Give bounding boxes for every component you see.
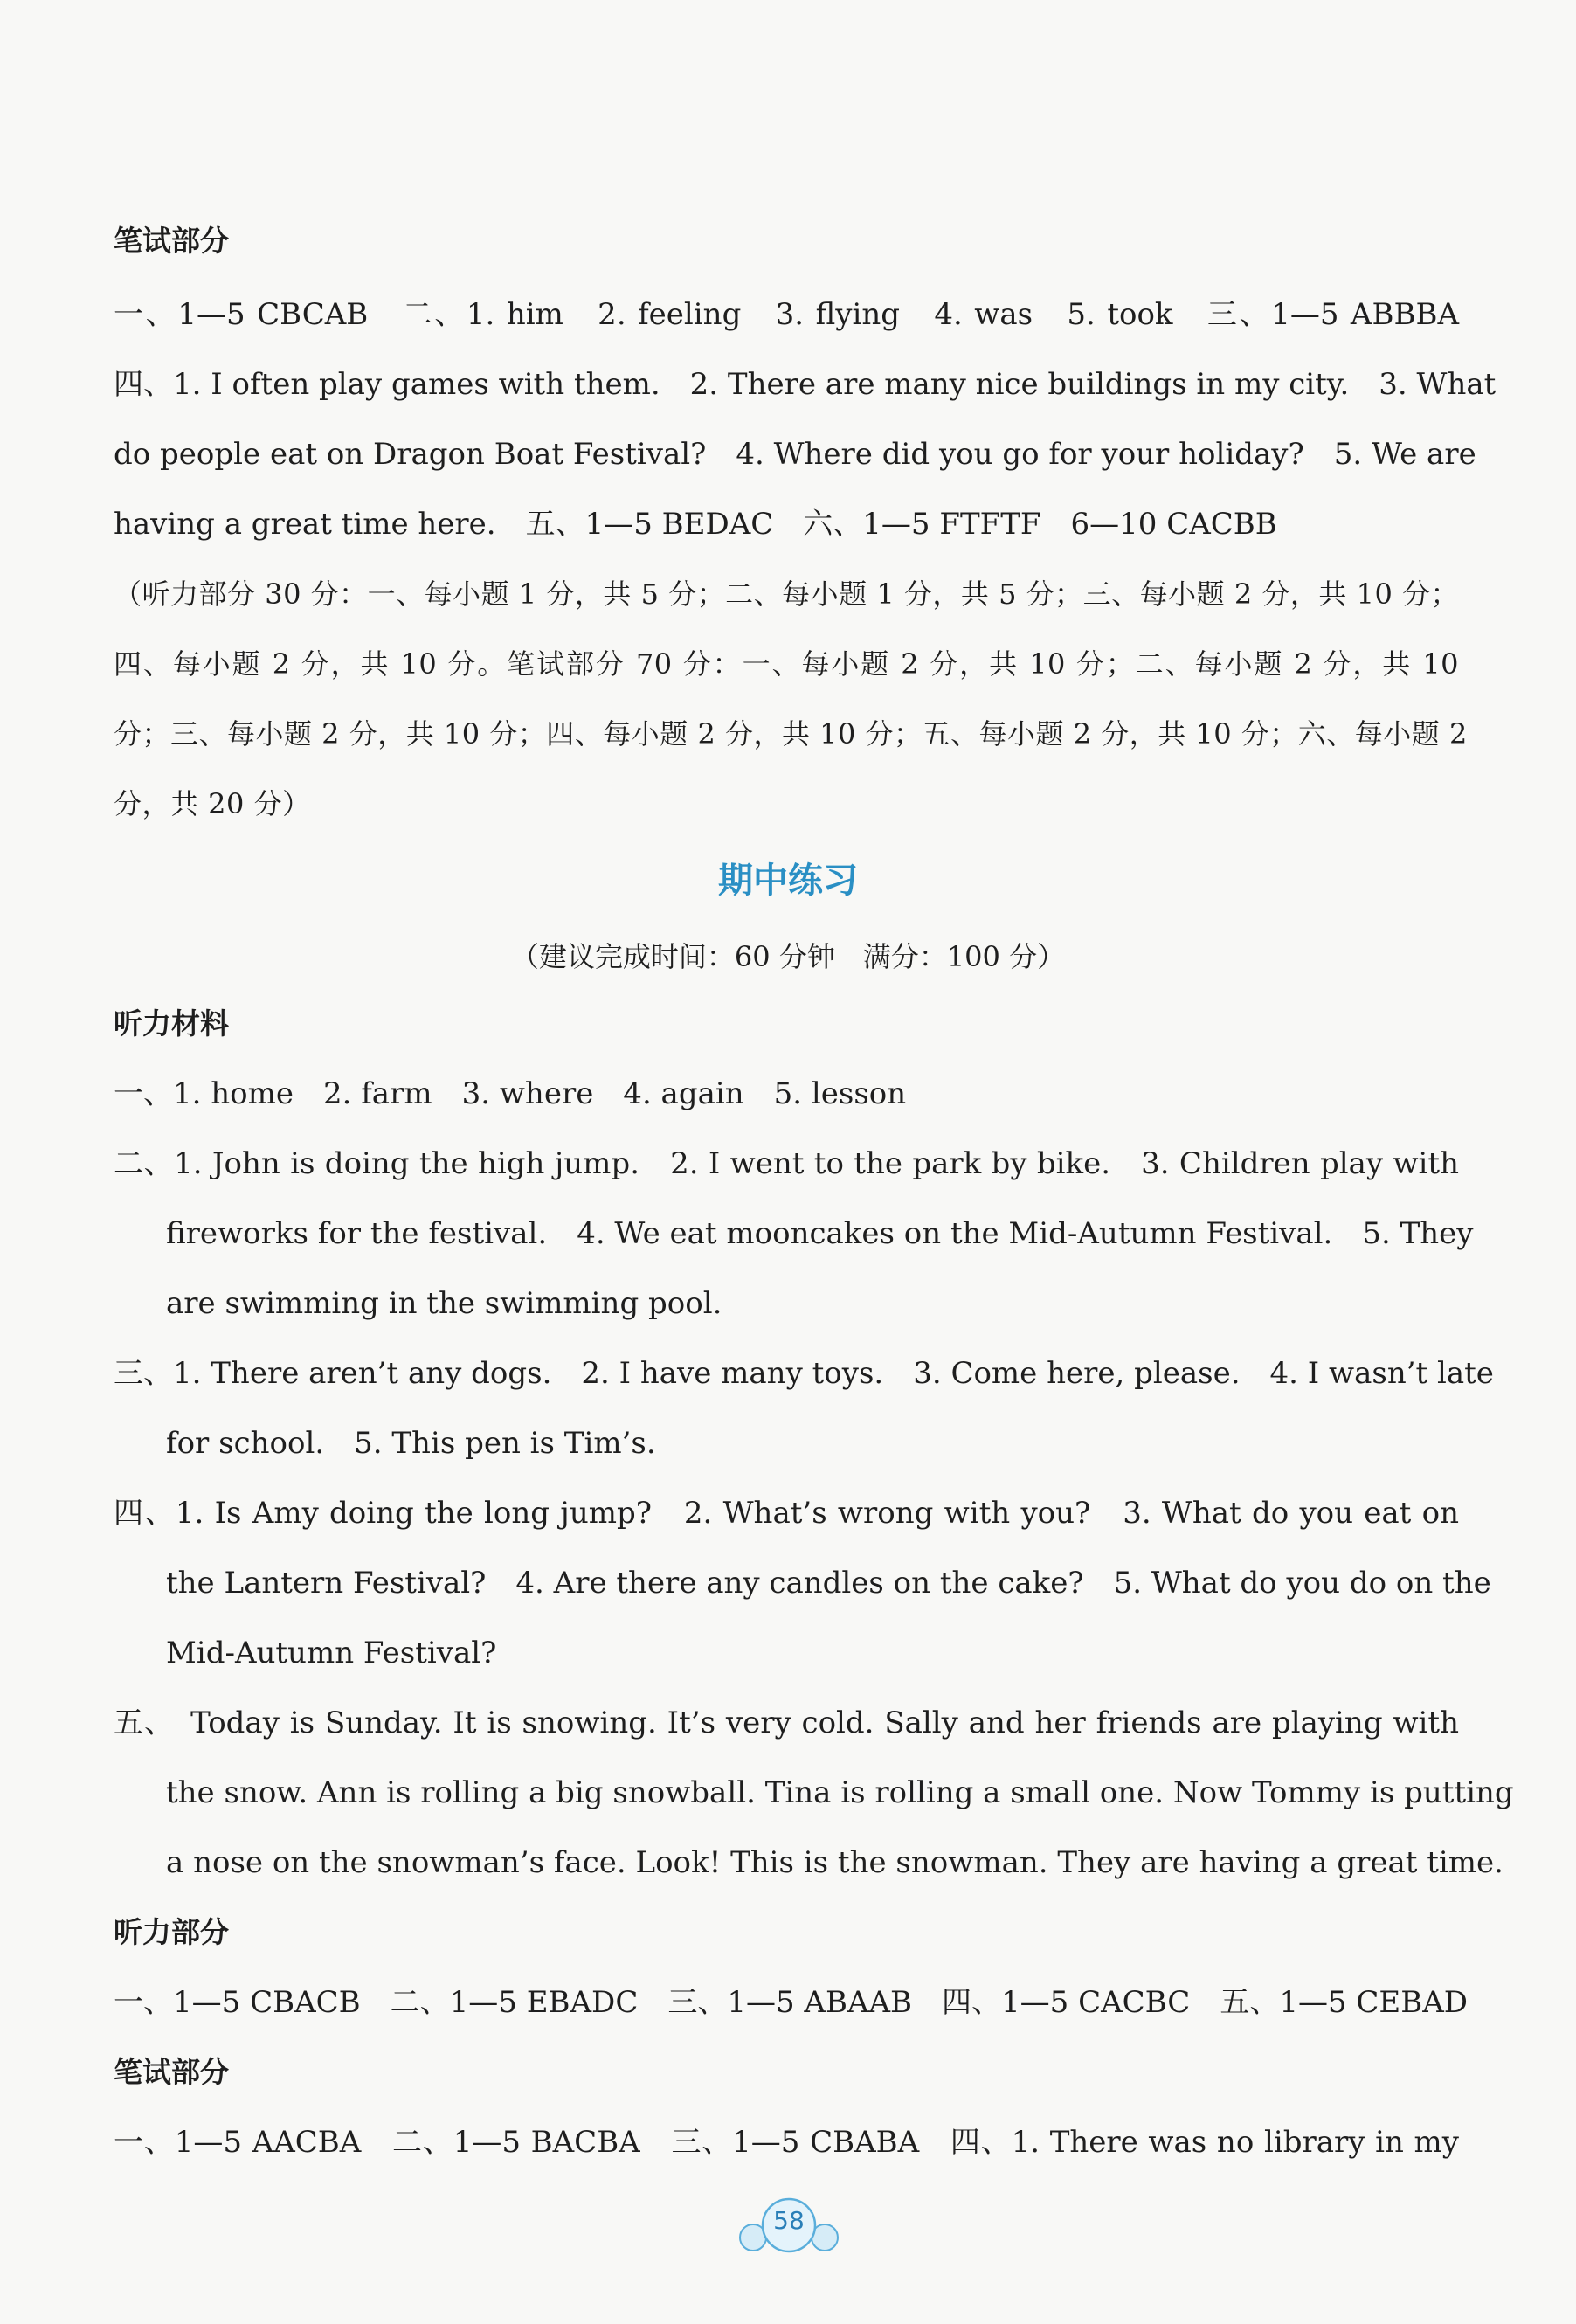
- listening-material-line: the snow. Ann is rolling a big snowball. Tina is rolling a small one. Now Tommy is putting: [166, 1775, 1514, 1810]
- scoring-note-line: 分，共 20 分）: [114, 787, 311, 820]
- listening-material-line: 一、1. home 2. farm 3. where 4. again 5. lesson: [114, 1076, 907, 1111]
- listening-material-heading: 听力材料: [114, 1006, 229, 1041]
- listening-material-line: 二、1. John is doing the high jump. 2. I went to the park by bike. 3. Children play with: [114, 1146, 1459, 1181]
- written-section-heading: 笔试部分: [114, 224, 229, 258]
- page-number: 58: [773, 2206, 805, 2235]
- scoring-note-line: 四、每小题 2 分，共 10 分。笔试部分 70 分：一、每小题 2 分，共 10 分；二、每小题 2 分，共 10: [114, 647, 1459, 681]
- written-answers-line: do people eat on Dragon Boat Festival? 4. Where did you go for your holiday? 5. We are: [114, 437, 1476, 472]
- listening-material-line: the Lantern Festival? 4. Are there any candles on the cake? 5. What do you do on the: [166, 1566, 1491, 1601]
- midterm-title: 期中练习: [718, 861, 858, 901]
- listening-answers-heading: 听力部分: [114, 1915, 229, 1949]
- listening-answers-line: 一、1—5 CBACB 二、1—5 EBADC 三、1—5 ABAAB 四、1—5 CACBC 五、1—5 CEBAD: [114, 1985, 1469, 2020]
- listening-material-line: are swimming in the swimming pool.: [166, 1286, 722, 1321]
- page-number-badge: [732, 2197, 846, 2258]
- listening-material-line: Mid-Autumn Festival?: [166, 1636, 497, 1670]
- written-section-2-heading: 笔试部分: [114, 2055, 229, 2089]
- scoring-note-line: 分；三、每小题 2 分，共 10 分；四、每小题 2 分，共 10 分；五、每小题 2 分，共 10 分；六、每小题 2: [114, 717, 1468, 750]
- written-answers-line: 一、1—5 CBCAB 二、1. him 2. feeling 3. flying 4. was 5. took 三、1—5 ABBBA: [114, 297, 1459, 332]
- midterm-subtitle: （建议完成时间：60 分钟 满分：100 分）: [510, 940, 1066, 973]
- written-section-2-line: 一、1—5 AACBA 二、1—5 BACBA 三、1—5 CBABA 四、1. There was no library in my: [114, 2125, 1459, 2160]
- listening-material-line: fireworks for the festival. 4. We eat mooncakes on the Mid-Autumn Festival. 5. They: [166, 1216, 1474, 1251]
- scoring-note-line: （听力部分 30 分：一、每小题 1 分，共 5 分；二、每小题 1 分，共 5 分；三、每小题 2 分，共 10 分；: [114, 578, 1459, 611]
- listening-material-line: 三、1. There aren’t any dogs. 2. I have many toys. 3. Come here, please. 4. I wasn’t late: [114, 1356, 1494, 1391]
- listening-material-line: 四、1. Is Amy doing the long jump? 2. What’s wrong with you? 3. What do you eat on: [114, 1496, 1459, 1531]
- written-answers-line: having a great time here. 五、1—5 BEDAC 六、1—5 FTFTF 6—10 CACBB: [114, 507, 1277, 542]
- written-answers-line: 四、1. I often play games with them. 2. There are many nice buildings in my city. 3. What: [114, 367, 1497, 402]
- listening-material-line: 五、 Today is Sunday. It is snowing. It’s very cold. Sally and her friends are playing with: [114, 1705, 1459, 1740]
- listening-material-line: a nose on the snowman’s face. Look! This is the snowman. They are having a great time.: [166, 1845, 1503, 1880]
- listening-material-line: for school. 5. This pen is Tim’s.: [166, 1426, 656, 1461]
